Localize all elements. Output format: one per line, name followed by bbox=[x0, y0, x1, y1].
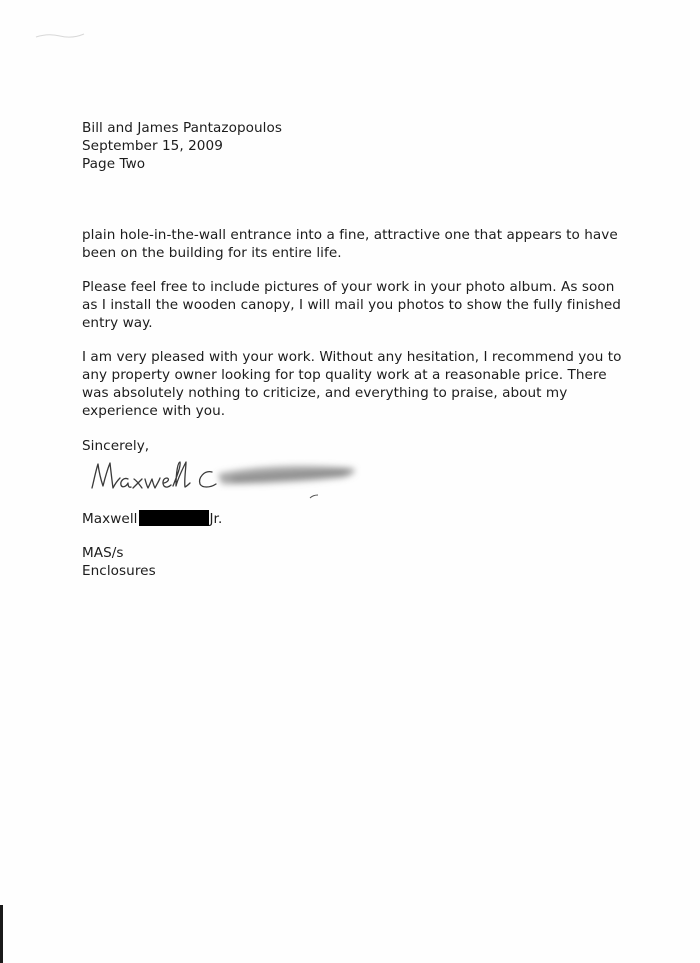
signer-name bbox=[82, 510, 222, 528]
typist-initials: MAS/s bbox=[82, 545, 124, 561]
scan-artifact-mark bbox=[34, 28, 86, 42]
page-label: Page Two bbox=[82, 156, 146, 172]
date-line: September 15, 2009 bbox=[82, 138, 223, 154]
paragraph-line: entry way. bbox=[82, 315, 153, 331]
paragraph-line: been on the building for its entire life. bbox=[82, 245, 342, 261]
paragraph-line: any property owner looking for top quality work at a reasonable price. There bbox=[82, 367, 607, 383]
signer-suffix: Jr. bbox=[209, 511, 223, 527]
paragraph-1 bbox=[82, 226, 618, 262]
scan-edge-mark bbox=[0, 905, 3, 963]
redaction-bar bbox=[139, 510, 209, 526]
paragraph-line: experience with you. bbox=[82, 403, 226, 419]
paragraph-line: was absolutely nothing to criticize, and everything to praise, about my bbox=[82, 385, 568, 401]
recipient-line: Bill and James Pantazopoulos bbox=[82, 120, 283, 136]
paragraph-line: as I install the wooden canopy, I will mail you photos to show the fully finished bbox=[82, 297, 621, 313]
signer-first-name: Maxwell bbox=[82, 511, 138, 527]
paragraph-line: I am very pleased with your work. Without any hesitation, I recommend you to bbox=[82, 349, 622, 365]
enclosures-note: Enclosures bbox=[82, 563, 156, 579]
letter-header bbox=[82, 119, 282, 173]
paragraph-line: Please feel free to include pictures of your work in your photo album. As soon bbox=[82, 279, 615, 295]
closing-line: Sincerely, bbox=[82, 438, 150, 454]
paragraph-line: plain hole-in-the-wall entrance into a fine, attractive one that appears to have bbox=[82, 227, 618, 243]
paragraph-2 bbox=[82, 278, 621, 332]
footer-notes bbox=[82, 544, 156, 580]
paragraph-3 bbox=[82, 348, 622, 420]
handwritten-signature bbox=[82, 450, 382, 506]
